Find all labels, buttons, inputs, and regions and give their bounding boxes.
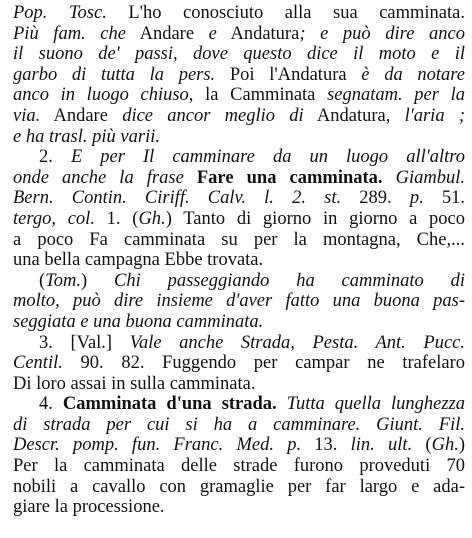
text-run: 4.	[39, 394, 63, 415]
text-run: Giambul.	[382, 167, 465, 188]
text-run: Tutta quella lunghezza	[276, 394, 466, 415]
text-run: p.	[409, 188, 424, 209]
text-run: (	[39, 270, 46, 291]
text-run: )	[81, 270, 115, 291]
text-run: una bella campagna Ebbe trovata.	[13, 250, 264, 271]
text-run: Più fam. che	[13, 23, 126, 44]
sense-4-heading-line	[13, 394, 465, 415]
text-run: Andatura,	[303, 105, 405, 126]
text-line	[13, 291, 465, 312]
text-run: e	[208, 23, 217, 44]
text-line	[13, 497, 465, 518]
text-run: Poi l'Andatura	[215, 64, 362, 85]
text-run: il suono de' passi, dove questo dice il moto e il	[13, 44, 465, 65]
text-run: 90. 82. Fuggendo per campar ne trafelaro	[62, 353, 465, 374]
text-line	[13, 250, 465, 271]
text-run: Andare	[40, 105, 123, 126]
text-run: 1. (	[94, 208, 139, 229]
text-run: onde anche la frase	[13, 167, 184, 188]
text-run: Tom.	[45, 270, 81, 291]
text-run: Centil.	[13, 353, 63, 374]
text-run: ) Tanto di giorno in giorno a poco	[165, 208, 465, 229]
text-line	[13, 65, 465, 86]
text-line	[13, 353, 465, 374]
text-run: 51.	[423, 188, 466, 209]
text-line	[13, 188, 465, 209]
text-line	[13, 435, 465, 456]
text-run: Descr. pomp. fun. Franc. Med. p.	[13, 435, 302, 456]
text-run: ; e può dire anco	[299, 23, 465, 44]
text-line	[13, 415, 465, 436]
text-run: Chi passeggiando ha camminato di	[114, 270, 465, 291]
text-run: Di loro assai in sulla camminata.	[13, 373, 256, 394]
text-run: a poco Fa camminata su per la montagna, Che,...	[13, 229, 465, 250]
sense-2-heading-line	[13, 147, 465, 168]
text-line	[13, 24, 465, 45]
text-run: Andare	[125, 23, 209, 44]
text-line	[13, 312, 465, 333]
text-line	[13, 456, 465, 477]
text-run: molto, può dire insieme d'aver fatto una buona pas-	[13, 291, 465, 312]
text-run: è da notare	[361, 64, 466, 85]
text-run: anco in luogo chiuso,	[13, 85, 194, 106]
dictionary-entry-text	[13, 3, 465, 518]
text-line	[13, 230, 465, 251]
text-line	[13, 209, 465, 230]
text-run: via.	[13, 105, 41, 126]
text-run: Bern. Contin. Ciriff. Calv. l. 2. st.	[13, 188, 342, 209]
text-run: segnatam. per la	[327, 85, 465, 106]
text-run: Vale anche Strada, Pesta. Ant. Pucc.	[129, 332, 465, 353]
text-run: E per Il camminare da un luogo all'altro	[70, 147, 466, 168]
text-run: 289.	[341, 188, 410, 209]
text-run: giare la processione.	[13, 497, 165, 518]
text-run: tergo, col.	[13, 208, 95, 229]
text-run: Andatura	[216, 23, 300, 44]
text-line	[13, 374, 465, 395]
text-line	[13, 477, 465, 498]
text-line	[13, 85, 465, 106]
text-run: garbo di tutta la pers.	[13, 64, 216, 85]
tom-note-line	[13, 271, 465, 292]
text-run: la Camminata	[193, 85, 328, 106]
text-run: Gh.	[431, 435, 459, 456]
text-run: Camminata d'una strada.	[62, 394, 277, 415]
text-line	[13, 168, 465, 189]
text-run: lin. ult.	[350, 435, 413, 456]
text-run: Per la camminata delle strade furono proveduti 70	[13, 456, 465, 477]
text-line	[13, 3, 465, 24]
text-run: l'aria ;	[404, 105, 465, 126]
text-run: 13.	[301, 435, 351, 456]
text-run: (	[412, 435, 432, 456]
text-line	[13, 44, 465, 65]
text-run: 2.	[39, 147, 71, 168]
sense-3-heading-line	[13, 333, 465, 354]
text-run: Gh.	[138, 208, 166, 229]
text-run: nobili a cavallo con gramaglie per far largo e ada-	[13, 476, 465, 497]
text-run: seggiata e una buona camminata.	[13, 311, 264, 332]
text-run: Fare una camminata.	[183, 167, 383, 188]
text-run: e ha trasl. più varii.	[13, 126, 160, 147]
text-line	[13, 106, 465, 127]
text-run: Pop. Tosc.	[13, 3, 107, 23]
text-run: di strada per cui si ha a camminare. Giunt. Fil.	[13, 414, 465, 435]
text-run: dice ancor meglio di	[122, 105, 304, 126]
text-line	[13, 127, 465, 148]
text-run: )	[458, 435, 466, 456]
text-run: L'ho conosciuto alla sua camminata.	[106, 3, 465, 23]
text-run: 3. [Val.]	[39, 332, 130, 353]
